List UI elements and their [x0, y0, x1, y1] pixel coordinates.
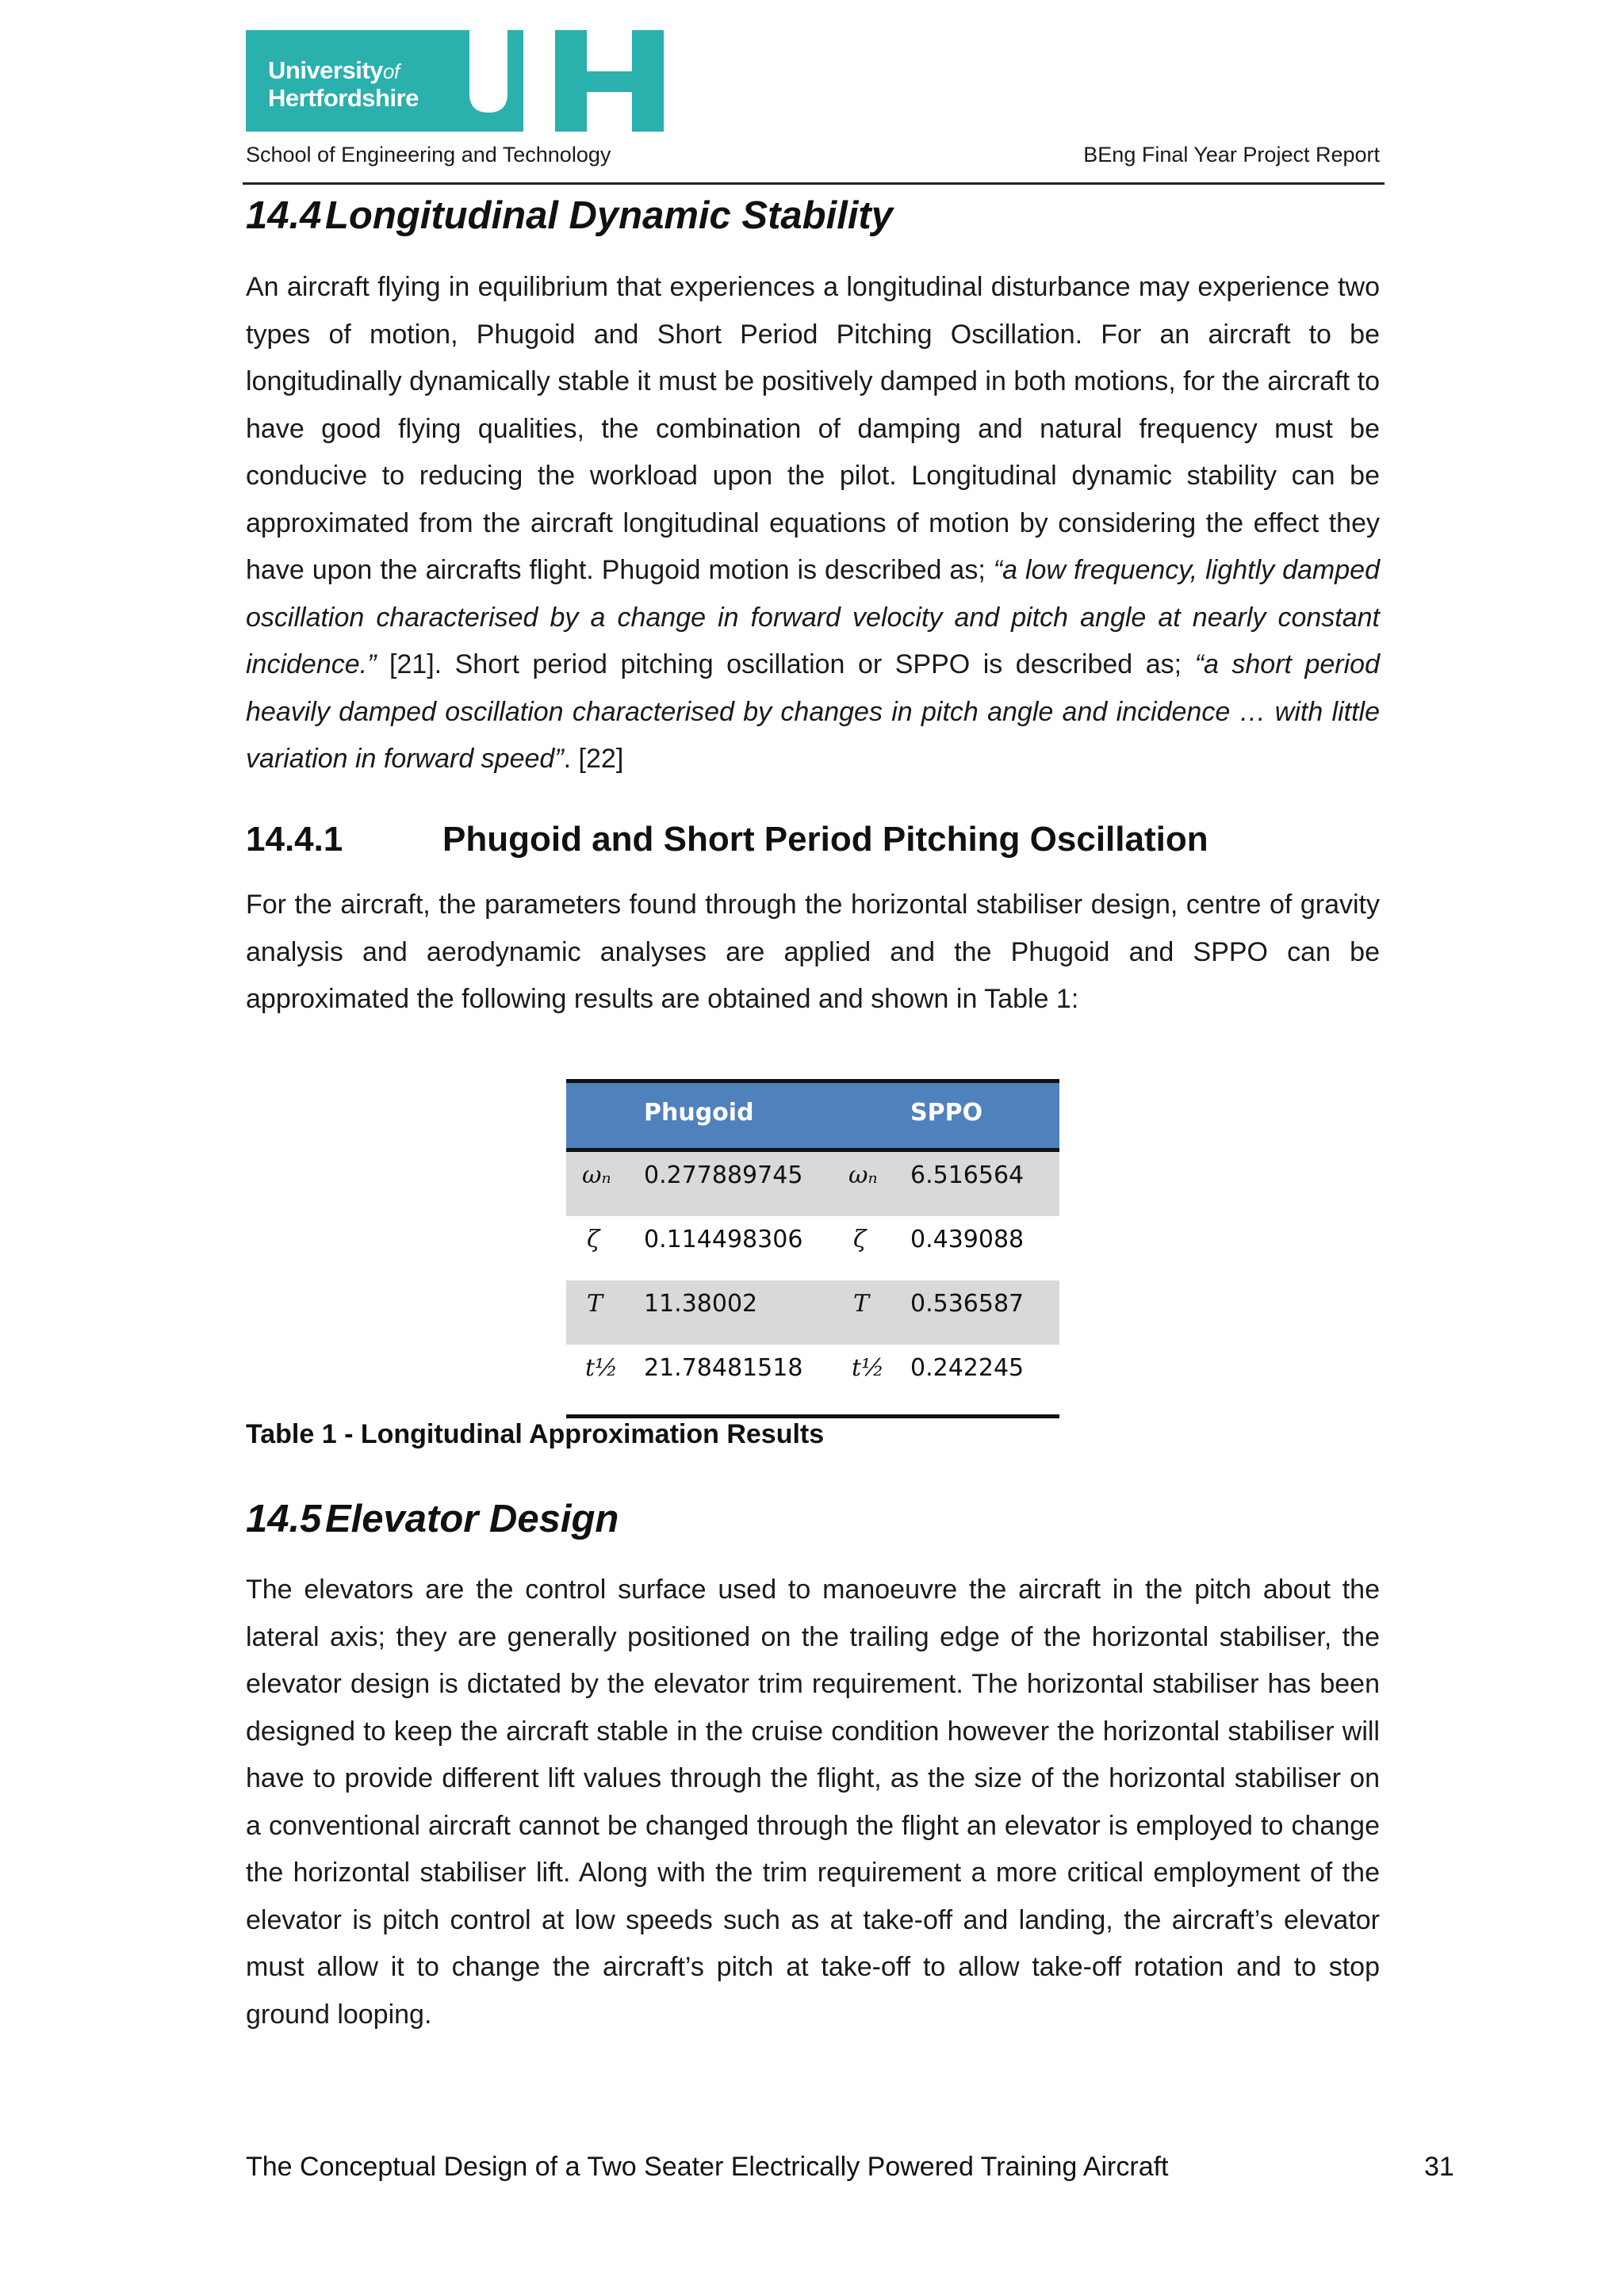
table-caption: Table 1 - Longitudinal Approximation Results: [246, 1419, 825, 1449]
row-symbol: t½: [585, 1354, 619, 1382]
sppo-quote: “a short period heavily damped oscillation characterised by changes in pitch angle and incidence … with little variation in forward speed”: [246, 649, 1380, 774]
sppo-value: 0.242245: [910, 1354, 1025, 1382]
footer-title: The Conceptual Design of a Two Seater Electrically Powered Training Aircraft: [246, 2152, 1169, 2182]
logo-line2: Hertfordshire: [268, 84, 419, 112]
header-school: School of Engineering and Technology: [246, 143, 611, 166]
subsection-title: Phugoid and Short Period Pitching Oscillation: [442, 820, 1208, 859]
table-row: [566, 1280, 1059, 1345]
logo-line1: University: [268, 56, 383, 84]
paragraph-text-mid: [21]. Short period pitching oscillation or SPPO is described as;: [376, 649, 1195, 679]
university-logo: [246, 30, 658, 133]
table-header-row: [566, 1083, 1059, 1151]
row-symbol: ζ: [853, 1226, 867, 1253]
logo-uh-letters: [454, 30, 664, 132]
subsection-number: 14.4.1: [246, 820, 343, 859]
phugoid-value: 0.277889745: [644, 1161, 803, 1189]
phugoid-value: 21.78481518: [644, 1354, 803, 1382]
table-header-phugoid: Phugoid: [644, 1099, 754, 1127]
paragraph-text-end: . [22]: [563, 744, 624, 774]
paragraph-text: An aircraft flying in equilibrium that experiences a longitudinal disturbance may experience two types of motion, Phugoid and Short Period Pitching Oscillation. For an aircraft to be longitudinally dynamically stable it must be positively damped in both motions, for the aircraft to have good flying qualities, the combination of damping and natural frequency must be conducive to reducing the workload upon the pilot. Longitudinal dynamic stability can be approximated from the aircraft longitudinal equations of motion by considering the effect they have upon the aircrafts flight. Phugoid motion is described as;: [246, 272, 1380, 585]
section-heading-14-5: [246, 1497, 619, 1541]
subsection-heading-14-4-1: [246, 820, 1208, 859]
header-report-type: BEng Final Year Project Report: [1083, 143, 1380, 166]
section-title: Longitudinal Dynamic Stability: [325, 194, 894, 237]
table-header-sppo: SPPO: [910, 1099, 983, 1127]
row-symbol: t½: [852, 1354, 885, 1382]
phugoid-value: 11.38002: [644, 1290, 758, 1318]
sppo-value: 6.516564: [910, 1161, 1025, 1189]
phugoid-value: 0.114498306: [644, 1226, 803, 1253]
logo-box: [246, 30, 454, 132]
paragraph-phugoid-sppo: For the aircraft, the parameters found through the horizontal stabiliser design, centre of gravity analysis and aerodynamic analyses are applied and the Phugoid and SPPO can be approximated the following results are obtained and shown in Table 1:: [246, 890, 1380, 1014]
phugoid-quote: “a low frequency, lightly damped oscillation characterised by a change in forward velocity and pitch angle at nearly constant incidence.”: [246, 555, 1380, 679]
paragraph-longitudinal-stability: [246, 264, 1380, 783]
table-row: [566, 1216, 1059, 1280]
section-number: 14.4: [246, 194, 322, 237]
row-symbol: ζ: [587, 1226, 600, 1253]
row-symbol: T: [587, 1290, 603, 1318]
paragraph-elevator-design: The elevators are the control surface used to manoeuvre the aircraft in the pitch about the lateral axis; they are generally positioned on the trailing edge of the horizontal stabiliser, the elevator design is dictated by the elevator trim requirement. The horizontal stabiliser has been designed to keep the aircraft stable in the cruise condition however the horizontal stabiliser will have to provide different lift values through the flight, as the size of the horizontal stabiliser on a conventional aircraft cannot be changed through the flight an elevator is employed to change the horizontal stabiliser lift. Along with the trim requirement a more critical employment of the elevator is pitch control at low speeds such as at take-off and landing, the aircraft’s elevator must allow it to change the aircraft’s pitch at take-off to allow take-off rotation and to stop ground looping.: [246, 1575, 1380, 2030]
logo-of: of: [382, 59, 400, 83]
logo-wordmark: [268, 57, 419, 112]
section-number: 14.5: [246, 1498, 322, 1540]
table-row: [566, 1152, 1059, 1216]
row-symbol: ωₙ: [848, 1161, 878, 1189]
sppo-value: 0.439088: [910, 1226, 1025, 1253]
table-row: [566, 1345, 1059, 1409]
row-symbol: T: [853, 1290, 870, 1318]
header-divider: [243, 182, 1385, 185]
row-symbol: ωₙ: [582, 1161, 611, 1189]
section-heading-14-4: [246, 193, 893, 238]
table-bottom-rule: [566, 1414, 1059, 1418]
page-number: 31: [1424, 2152, 1454, 2182]
section-title: Elevator Design: [325, 1498, 619, 1540]
sppo-value: 0.536587: [910, 1290, 1025, 1318]
